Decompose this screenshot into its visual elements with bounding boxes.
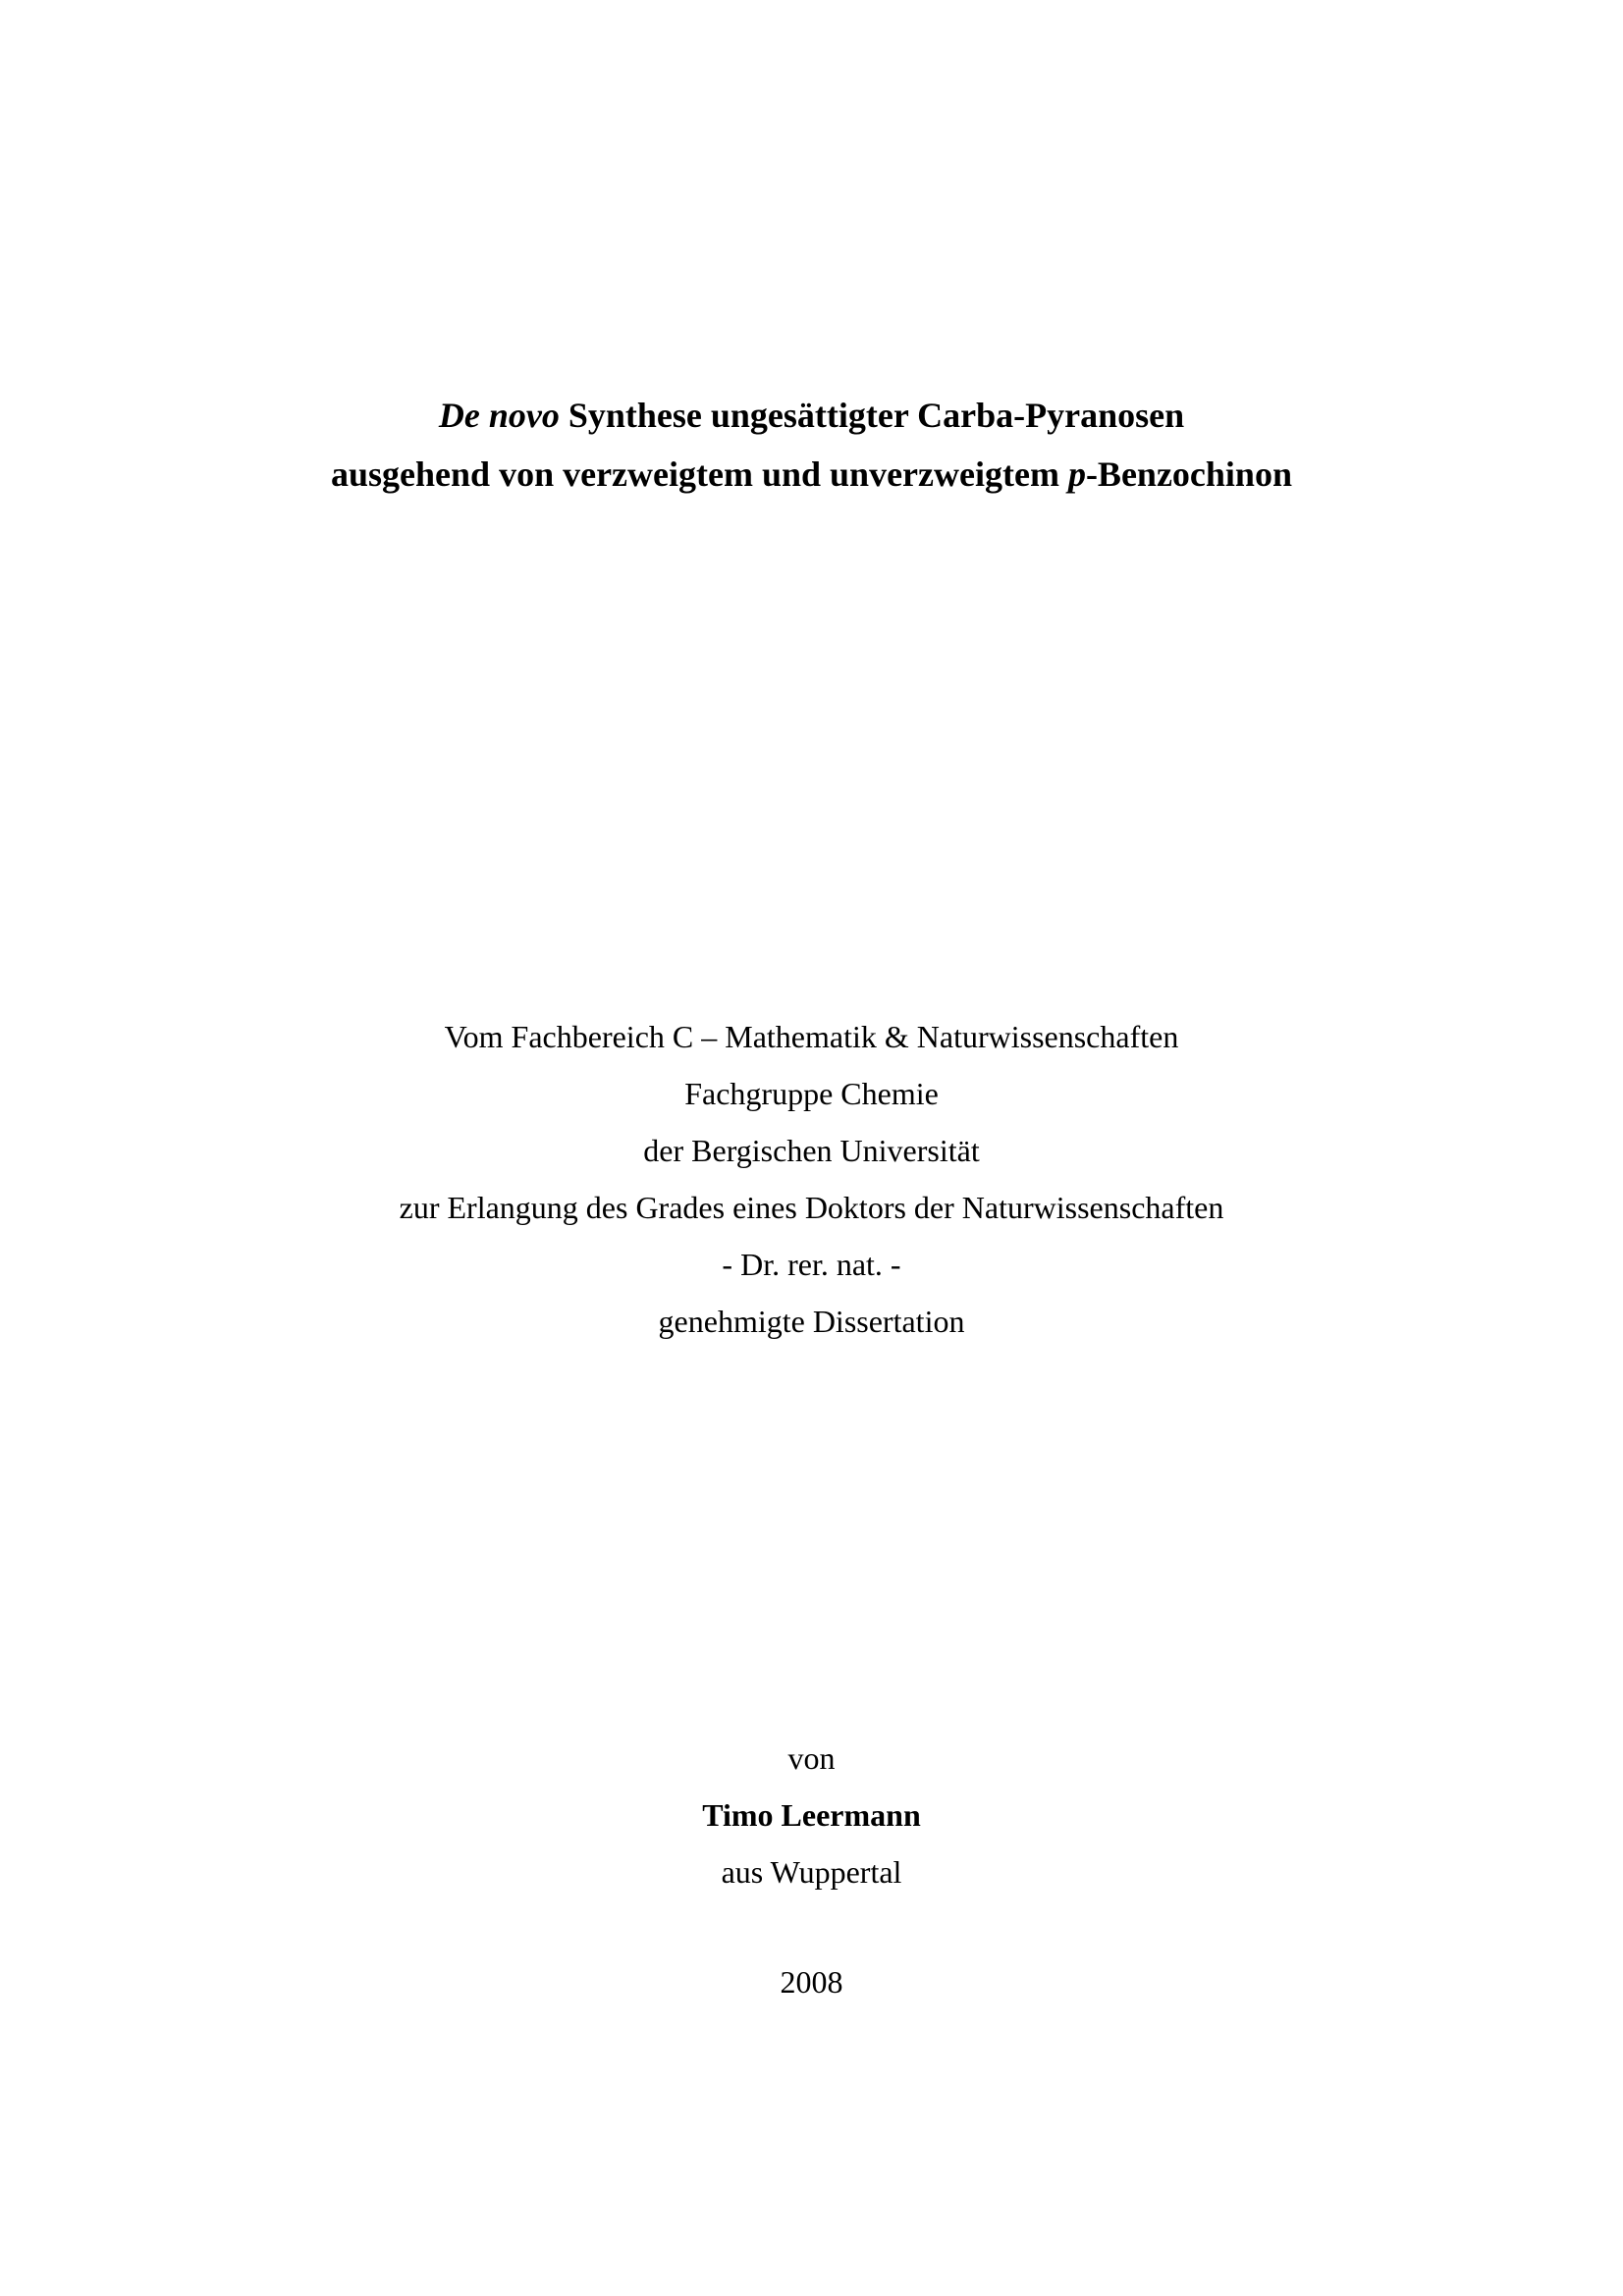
title-line-1-rest: Synthese ungesättigter Carba-Pyranosen	[559, 396, 1185, 435]
faculty-line: der Bergischen Universität	[643, 1133, 980, 1168]
title-italic-de-novo: De novo	[438, 396, 560, 435]
faculty-line: Vom Fachbereich C – Mathematik & Naturwissenschaften	[444, 1019, 1179, 1054]
author-block	[0, 1730, 1623, 1900]
faculty-line: genehmigte Dissertation	[658, 1304, 965, 1339]
title-italic-p: p	[1067, 454, 1086, 494]
title-line-2-after: -Benzochinon	[1085, 454, 1292, 494]
title-line-2-before: ausgehend von verzweigtem und unverzweigtem	[331, 454, 1068, 494]
author-origin: aus Wuppertal	[721, 1854, 902, 1890]
publication-year: 2008	[780, 1964, 843, 2000]
author-name: Timo Leermann	[702, 1797, 921, 1833]
author-von: von	[787, 1740, 836, 1776]
faculty-block	[0, 1008, 1623, 1350]
faculty-line: Fachgruppe Chemie	[684, 1076, 939, 1111]
title-line-2	[0, 445, 1623, 504]
title-line-1	[0, 386, 1623, 445]
document-title	[0, 386, 1623, 504]
faculty-line: zur Erlangung des Grades eines Doktors der Naturwissenschaften	[399, 1190, 1224, 1225]
faculty-line: - Dr. rer. nat. -	[722, 1247, 901, 1282]
